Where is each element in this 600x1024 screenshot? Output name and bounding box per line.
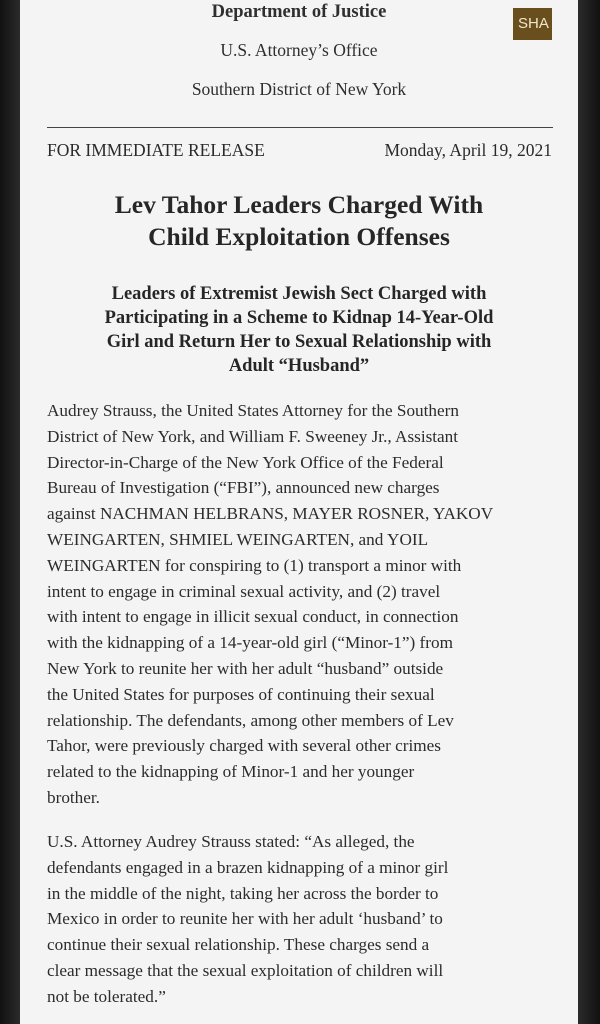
department-heading: Department of Justice bbox=[211, 2, 387, 22]
subtitle-line: Adult “Husband” bbox=[228, 356, 370, 376]
paragraph-line: New York to reunite her with her adult “husband” outside bbox=[47, 658, 444, 678]
paragraph-line: U.S. Attorney Audrey Strauss stated: “As alleged, the bbox=[47, 832, 415, 851]
paragraph-line: against NACHMAN HELBRANS, MAYER ROSNER, YAKOV bbox=[47, 504, 494, 524]
title-line: Child Exploitation Offenses bbox=[148, 222, 450, 251]
paragraph-line: clear message that the sexual exploitation of children will bbox=[47, 960, 444, 980]
press-release-page bbox=[20, 0, 578, 1024]
subtitle-line: Leaders of Extremist Jewish Sect Charged with bbox=[111, 284, 487, 304]
paragraph-line: WEINGARTEN for conspiring to (1) transport a minor with bbox=[47, 555, 462, 575]
subtitle-line: Girl and Return Her to Sexual Relationship with bbox=[106, 332, 492, 352]
body-paragraph-announcement bbox=[47, 398, 493, 811]
paragraph-line: District of New York, and William F. Sweeney Jr., Assistant bbox=[47, 426, 459, 446]
paragraph-line: Mexico in order to reunite her with her adult ‘husband’ to bbox=[47, 909, 443, 929]
press-release-subtitle bbox=[20, 282, 578, 378]
paragraph-line: continue their sexual relationship. These charges send a bbox=[47, 935, 430, 955]
left-dark-margin bbox=[0, 0, 20, 1024]
paragraph-line: with intent to engage in illicit sexual conduct, in connection bbox=[47, 607, 459, 627]
paragraph-line: WEINGARTEN, SHMIEL WEINGARTEN, and YOIL bbox=[47, 529, 429, 549]
paragraph-line: in the middle of the night, taking her across the border to bbox=[47, 883, 439, 903]
paragraph-line: with the kidnapping of a 14-year-old girl (“Minor-1”) from bbox=[47, 633, 453, 653]
paragraph-line: Audrey Strauss, the United States Attorney for the Southern bbox=[47, 401, 459, 420]
paragraph-line: related to the kidnapping of Minor-1 and her younger bbox=[47, 762, 415, 782]
paragraph-line: intent to engage in criminal sexual activity, and (2) travel bbox=[47, 581, 441, 601]
paragraph-line: Tahor, were previously charged with several other crimes bbox=[47, 736, 441, 756]
release-date: Monday, April 19, 2021 bbox=[384, 140, 552, 160]
paragraph-line: brother. bbox=[47, 787, 100, 807]
paragraph-line: Bureau of Investigation (“FBI”), announced new charges bbox=[47, 478, 440, 498]
office-heading: U.S. Attorney’s Office bbox=[220, 40, 378, 60]
body-paragraph-quote bbox=[47, 829, 448, 1010]
paragraph-line: Director-in-Charge of the New York Office of the Federal bbox=[47, 452, 444, 472]
subtitle-line: Participating in a Scheme to Kidnap 14-Year-Old bbox=[104, 308, 494, 328]
paragraph-line: defendants engaged in a brazen kidnapping of a minor girl bbox=[47, 857, 449, 877]
header-divider bbox=[47, 127, 553, 128]
release-status: FOR IMMEDIATE RELEASE bbox=[47, 140, 265, 160]
press-release-title bbox=[20, 189, 578, 253]
paragraph-line: the United States for purposes of continuing their sexual bbox=[47, 684, 435, 704]
district-heading: Southern District of New York bbox=[191, 79, 407, 99]
paragraph-line: relationship. The defendants, among other members of Lev bbox=[47, 710, 454, 730]
title-line: Lev Tahor Leaders Charged With bbox=[114, 190, 484, 219]
paragraph-line: not be tolerated.” bbox=[47, 986, 166, 1006]
right-dark-margin bbox=[578, 0, 600, 1024]
share-button[interactable]: SHA bbox=[513, 8, 552, 40]
